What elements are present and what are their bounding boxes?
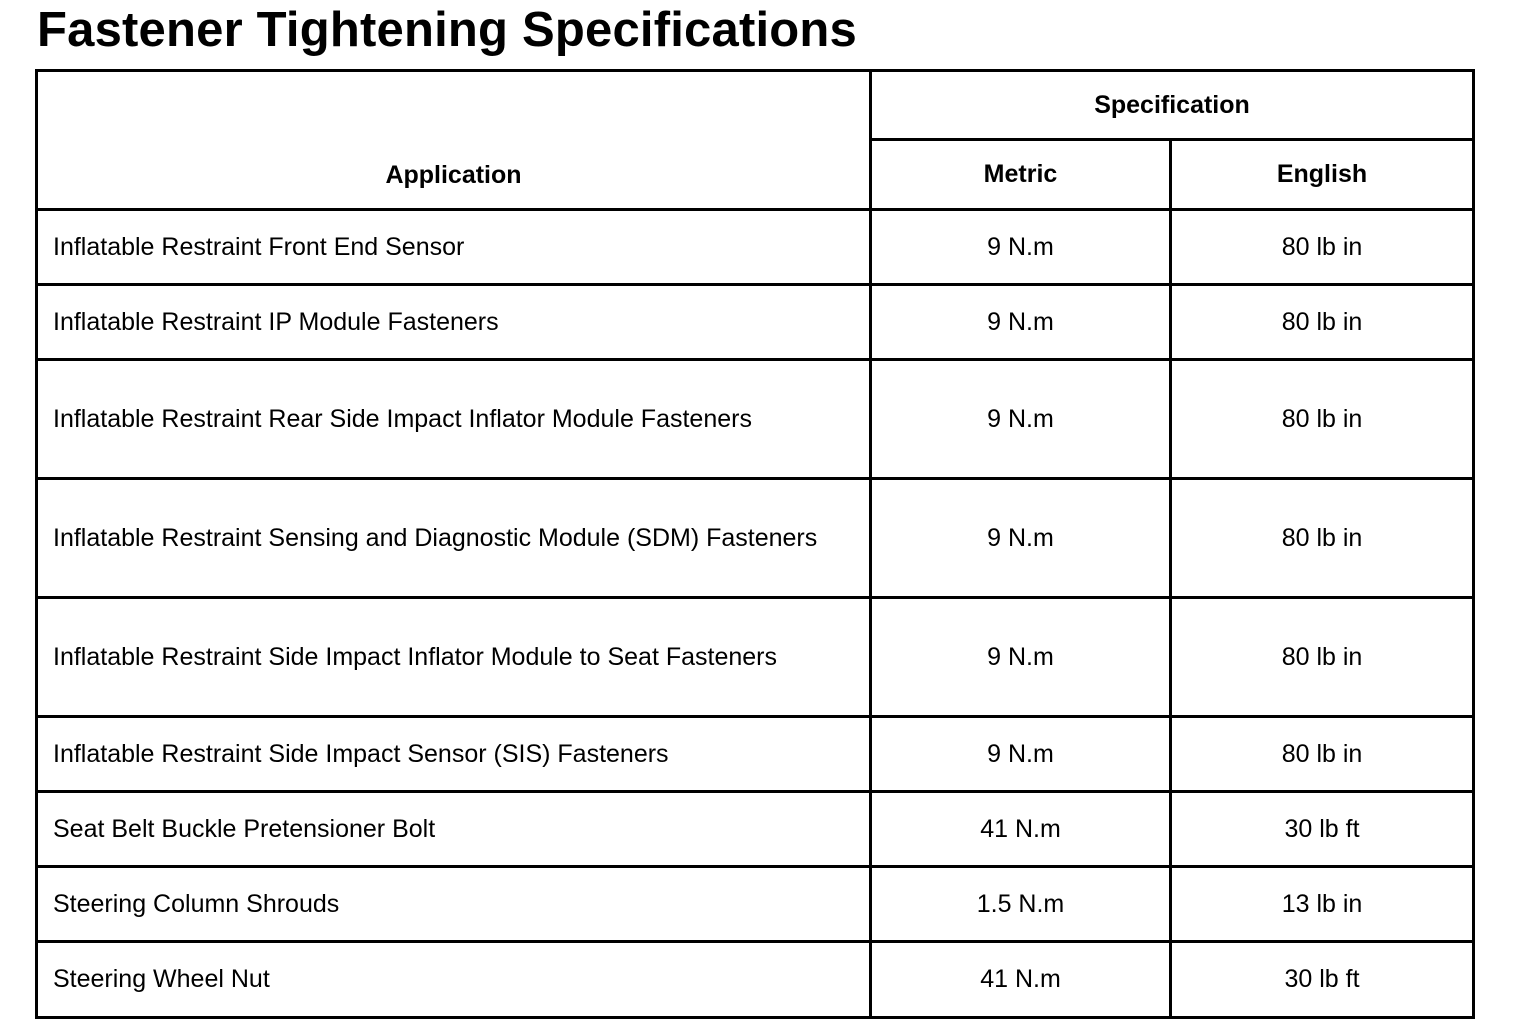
- header-specification: Specification: [871, 71, 1474, 140]
- application-cell: Steering Column Shrouds: [37, 867, 871, 942]
- metric-cell: 9 N.m: [871, 285, 1171, 360]
- metric-cell: 9 N.m: [871, 479, 1171, 598]
- english-cell: 80 lb in: [1171, 360, 1474, 479]
- metric-cell: 1.5 N.m: [871, 867, 1171, 942]
- application-cell: Inflatable Restraint Sensing and Diagnostic Module (SDM) Fasteners: [37, 479, 871, 598]
- specification-table: [35, 69, 1475, 1019]
- application-cell: Inflatable Restraint Rear Side Impact Inflator Module Fasteners: [37, 360, 871, 479]
- metric-cell: 9 N.m: [871, 210, 1171, 285]
- application-cell: Steering Wheel Nut: [37, 942, 871, 1018]
- header-row: [37, 71, 1474, 140]
- table-row: [37, 360, 1474, 479]
- application-cell: Inflatable Restraint Side Impact Sensor (SIS) Fasteners: [37, 717, 871, 792]
- metric-cell: 9 N.m: [871, 717, 1171, 792]
- table-row: [37, 717, 1474, 792]
- english-cell: 30 lb ft: [1171, 792, 1474, 867]
- table-row: [37, 479, 1474, 598]
- application-cell: Inflatable Restraint Side Impact Inflator Module to Seat Fasteners: [37, 598, 871, 717]
- table-row: [37, 792, 1474, 867]
- english-cell: 80 lb in: [1171, 210, 1474, 285]
- metric-cell: 41 N.m: [871, 942, 1171, 1018]
- application-cell: Inflatable Restraint Front End Sensor: [37, 210, 871, 285]
- metric-cell: 41 N.m: [871, 792, 1171, 867]
- table-row: [37, 598, 1474, 717]
- english-cell: 80 lb in: [1171, 285, 1474, 360]
- english-cell: 80 lb in: [1171, 479, 1474, 598]
- header-english: English: [1171, 140, 1474, 210]
- table-row: [37, 285, 1474, 360]
- table-row: [37, 210, 1474, 285]
- header-metric: Metric: [871, 140, 1171, 210]
- application-cell: Inflatable Restraint IP Module Fasteners: [37, 285, 871, 360]
- header-application: Application: [37, 71, 871, 210]
- page-title: Fastener Tightening Specifications: [37, 3, 857, 57]
- english-cell: 80 lb in: [1171, 598, 1474, 717]
- metric-cell: 9 N.m: [871, 598, 1171, 717]
- table-row: [37, 942, 1474, 1018]
- english-cell: 30 lb ft: [1171, 942, 1474, 1018]
- application-cell: Seat Belt Buckle Pretensioner Bolt: [37, 792, 871, 867]
- metric-cell: 9 N.m: [871, 360, 1171, 479]
- table-row: [37, 867, 1474, 942]
- english-cell: 80 lb in: [1171, 717, 1474, 792]
- english-cell: 13 lb in: [1171, 867, 1474, 942]
